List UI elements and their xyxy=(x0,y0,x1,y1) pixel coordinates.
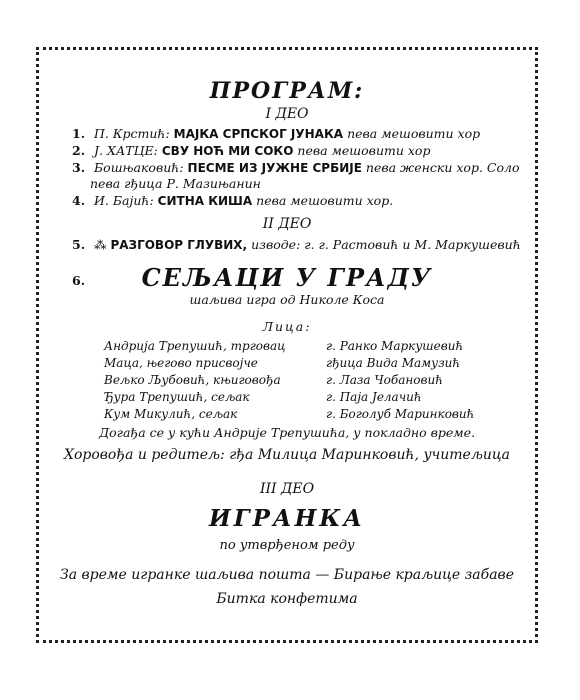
item-work: ПЕСМЕ ИЗ ЈУЖНЕ СРБИЈЕ xyxy=(187,161,362,175)
cast-role: Кум Микулић, сељак xyxy=(104,407,238,421)
item-number: 4. xyxy=(72,193,86,208)
program-title: ПРОГРАМ: xyxy=(209,78,365,104)
item-number: 5. xyxy=(72,237,86,252)
item-author: Бошњаковић: xyxy=(93,160,184,175)
item-author: П. Крстић: xyxy=(93,126,170,141)
item-note: пева мешовити хор xyxy=(297,143,431,158)
item-author: Ј. ХАТЦЕ: xyxy=(93,143,158,158)
cast-actor: г. Паја Јелачић xyxy=(326,390,422,404)
cast-row xyxy=(104,356,484,370)
program-item-3-continuation: пева гђица Р. Мазињанин xyxy=(90,176,261,191)
item-note: пева мешовити хор. xyxy=(256,193,394,208)
item-work: СИТНА КИША xyxy=(157,194,253,208)
part-1-heading: I ДЕО xyxy=(265,106,309,122)
item-work: СВУ НОЋ МИ СОКО xyxy=(161,144,294,158)
part-3-heading: III ДЕО xyxy=(259,481,315,497)
cast-row xyxy=(104,339,484,353)
cast-actor: г. Боголуб Маринковић xyxy=(326,407,475,421)
cast-row xyxy=(104,373,484,387)
program-item-2 xyxy=(72,143,430,158)
cast-role: Маца, његово присвојче xyxy=(104,356,258,370)
cast-actor: г. Ранко Маркушевић xyxy=(326,339,464,353)
item-number: 1. xyxy=(72,126,86,141)
closing-line-1: За време игранке шаљива пошта — Бирање краљице забаве xyxy=(60,567,514,583)
director-credit: Хоровођа и редитељ: гђа Милица Маринковић, учитељица xyxy=(63,447,511,463)
item-number: 2. xyxy=(72,143,86,158)
cast-row xyxy=(104,390,484,404)
dance-subtitle: по утврђеном реду xyxy=(219,538,355,553)
asterism-marker: ⁂ xyxy=(93,237,107,252)
item-work: РАЗГОВОР ГЛУВИХ, xyxy=(110,238,248,252)
item-note: пева мешовити хор xyxy=(347,126,481,141)
cast-actor: гђица Вида Мамузић xyxy=(326,356,461,370)
item-author: И. Бајић: xyxy=(93,193,154,208)
cast-role: Андрија Трепушић, трговац xyxy=(104,339,286,353)
item-work: МАЈКА СРПСКОГ ЈУНАКА xyxy=(173,127,344,141)
program-item-5 xyxy=(72,237,521,252)
program-item-6-number: 6. xyxy=(72,273,86,288)
part-2-heading: II ДЕО xyxy=(262,216,312,232)
program-item-3 xyxy=(72,160,519,175)
item-note: изводе: г. г. Растовић и М. Маркушевић xyxy=(251,237,521,252)
cast-role: Ђура Трепушић, сељак xyxy=(104,390,250,404)
play-subtitle: шаљива игра од Николе Коса xyxy=(189,292,385,307)
cast-actor: г. Лаза Чобановић xyxy=(326,373,443,387)
dance-title: ИГРАНКА xyxy=(208,505,366,532)
play-title: СЕЉАЦИ У ГРАДУ xyxy=(141,263,433,292)
play-setting: Догађа се у кући Андрије Трепушића, у покладно време. xyxy=(98,425,476,440)
item-note: пева женски хор. Соло xyxy=(365,160,520,175)
program-item-1 xyxy=(72,126,480,141)
cast-role: Вељко Љубовић, књиговођа xyxy=(104,373,281,387)
cast-heading: Лица: xyxy=(262,319,312,334)
item-number: 3. xyxy=(72,160,86,175)
cast-row xyxy=(104,407,484,421)
closing-line-2: Битка конфетима xyxy=(216,591,358,607)
program-item-4 xyxy=(72,193,393,208)
